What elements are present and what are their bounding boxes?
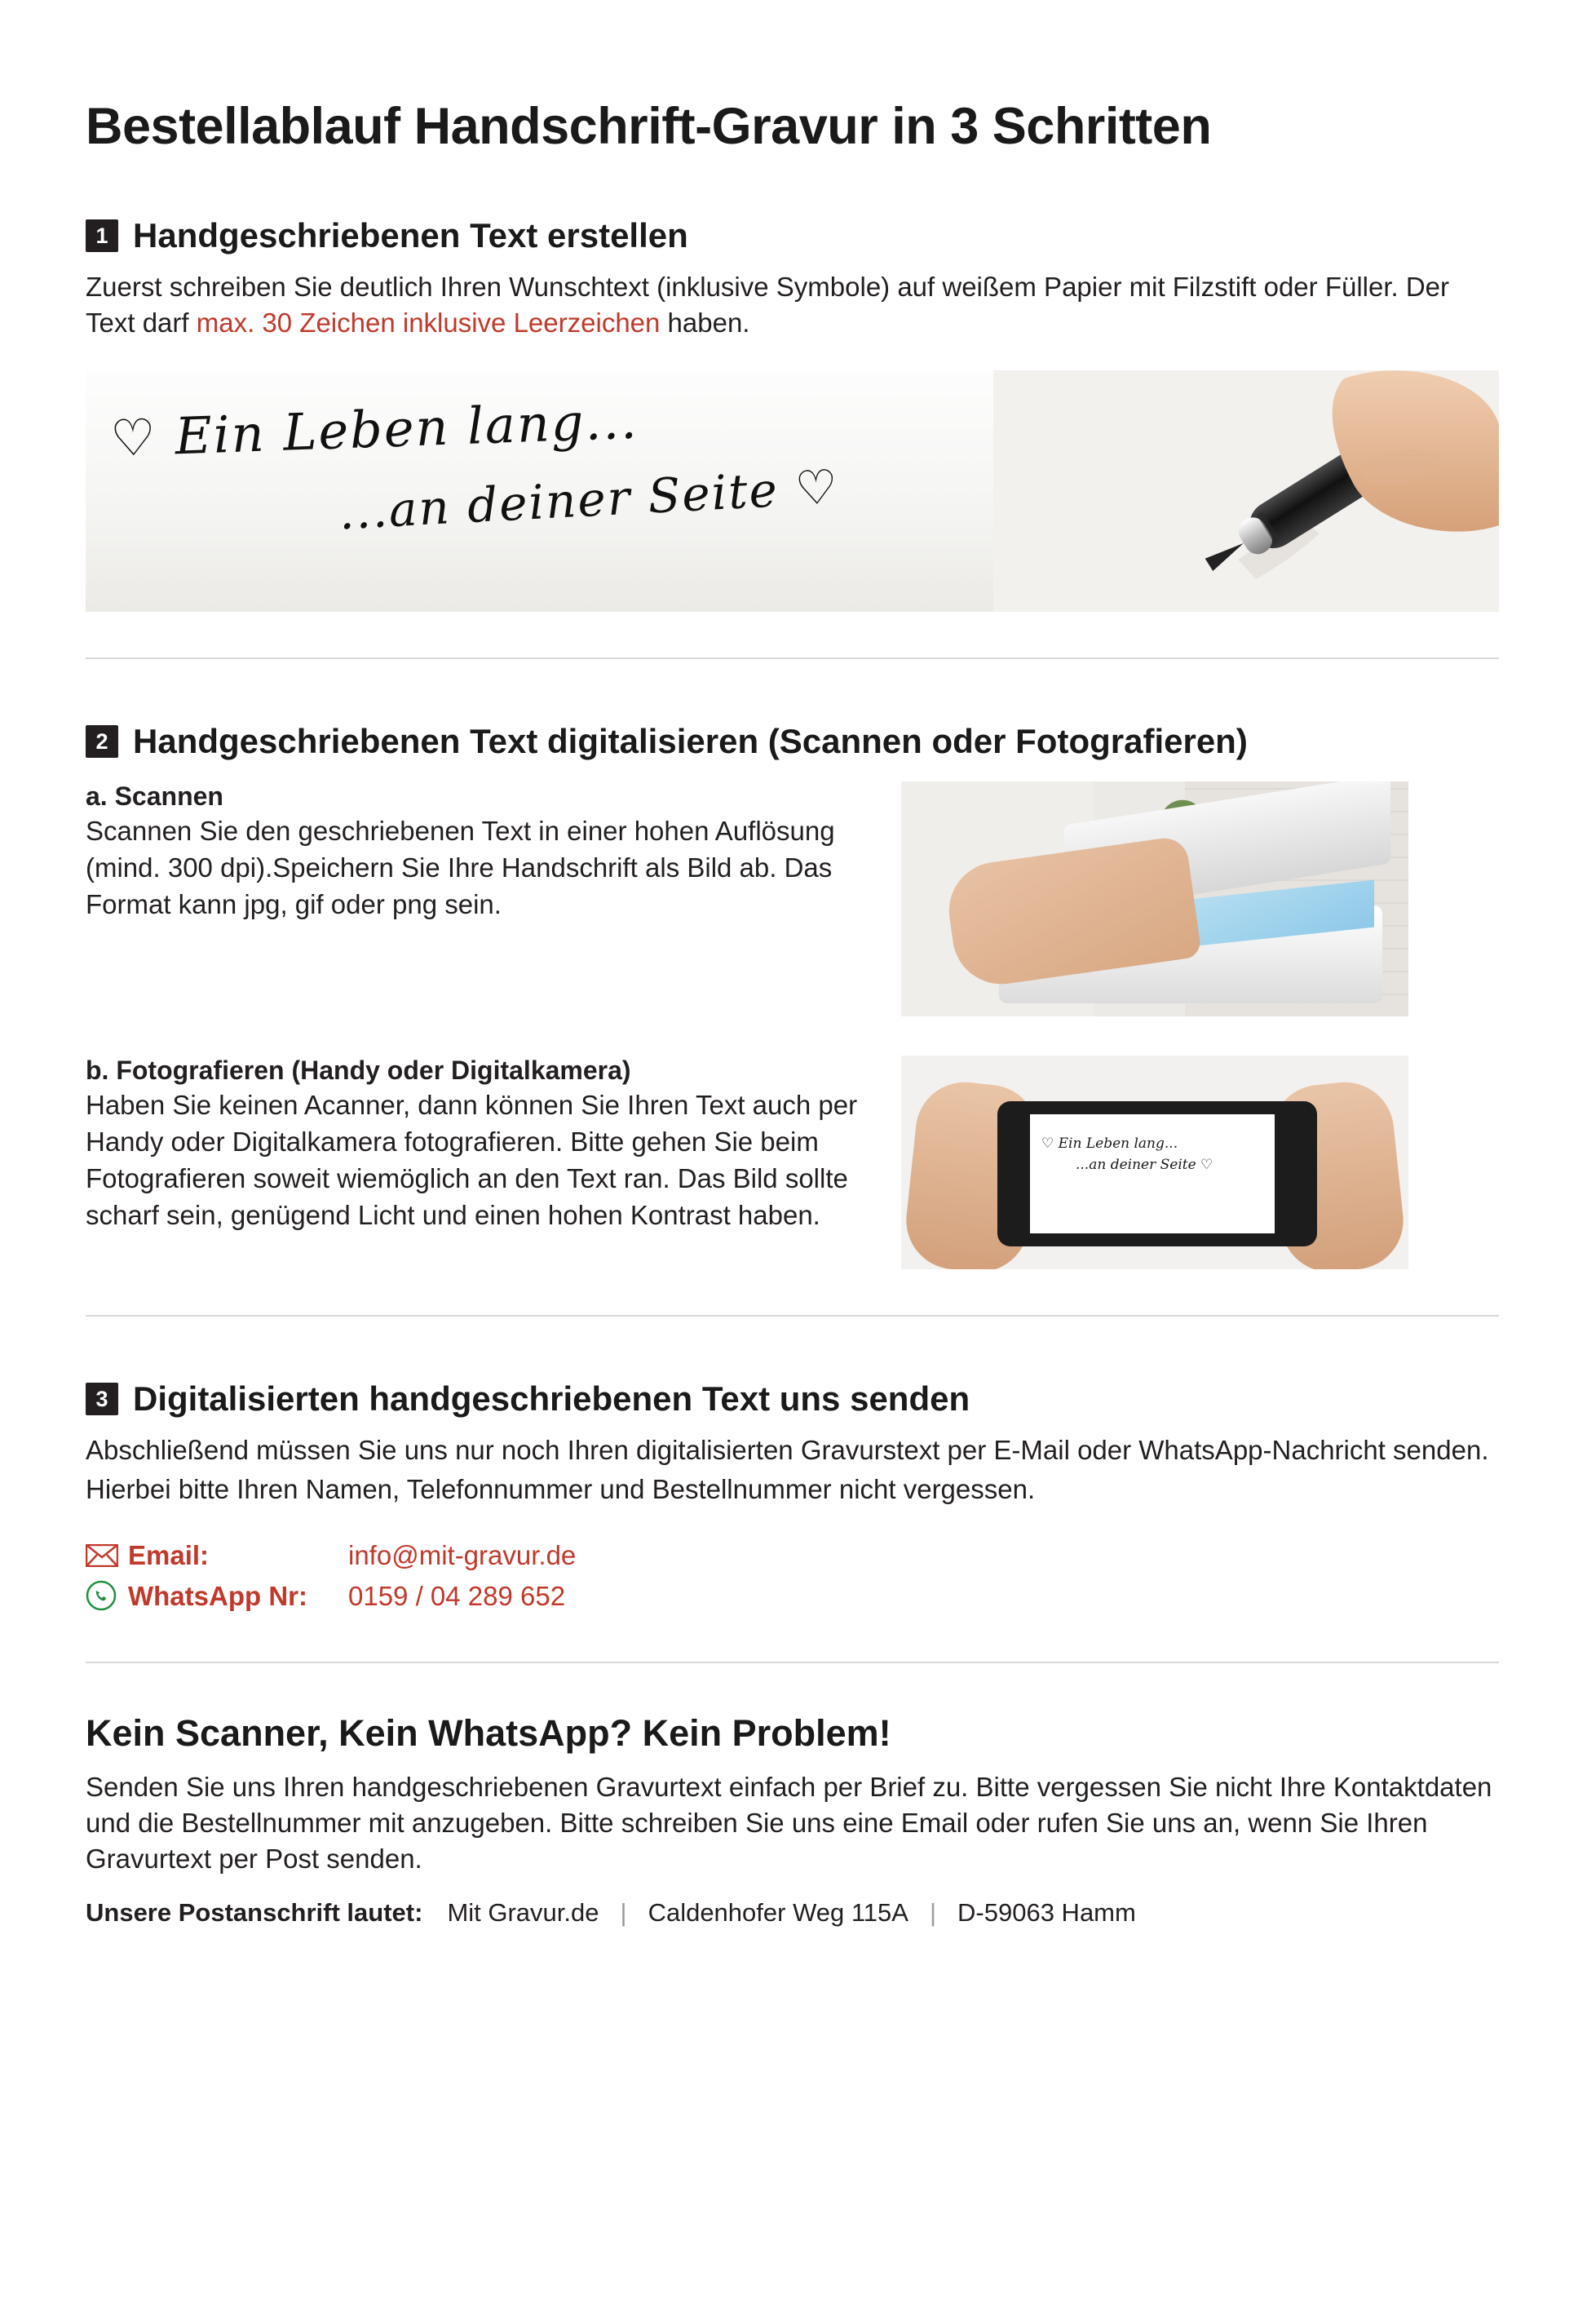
step-2a-heading: a. Scannen — [86, 781, 223, 812]
address-company: Mit Gravur.de — [447, 1897, 599, 1927]
divider-1 — [86, 657, 1499, 659]
step-3-number: 3 — [86, 1383, 118, 1415]
step-1-highlight: max. 30 Zeichen inklusive Leerzeichen — [196, 308, 661, 339]
address-label: Unsere Postanschrift lautet: — [86, 1897, 423, 1927]
postal-address-row — [86, 1898, 1501, 1928]
step-2b-text-column — [86, 1056, 869, 1234]
pen-and-hand-illustration — [993, 370, 1499, 612]
step-3-heading — [86, 1380, 1501, 1418]
whatsapp-icon — [86, 1580, 128, 1611]
address-separator-2: | — [929, 1897, 937, 1927]
step-3-title: Digitalisierten handgeschriebenen Text uns senden — [133, 1379, 970, 1419]
email-value[interactable]: info@mit-gravur.de — [348, 1540, 577, 1571]
smartphone-screen-handwriting — [1041, 1134, 1270, 1175]
step-2a-paragraph: Scannen Sie den geschriebenen Text in einer hohen Auflösung (mind. 300 dpi).Speichern Sie Ihre Handschrift als Bild ab. Das Format kann jpg, gif oder png sein. — [86, 816, 835, 920]
contact-list — [86, 1535, 1501, 1616]
whatsapp-label: WhatsApp Nr: — [128, 1580, 307, 1611]
step-2-title: Handgeschriebenen Text digitalisieren (Scannen oder Fotografieren) — [133, 722, 1248, 761]
step-1-text-after: haben. — [660, 308, 750, 339]
handwriting-pen-photo — [86, 370, 1499, 612]
step-2a-block — [86, 781, 1501, 1016]
contact-row-whatsapp[interactable] — [86, 1576, 1501, 1617]
bottom-heading: Kein Scanner, Kein WhatsApp? Kein Problem! — [86, 1712, 891, 1755]
page-title: Bestellablauf Handschrift-Gravur in 3 Schritten — [86, 98, 1212, 155]
address-city: D-59063 Hamm — [957, 1897, 1136, 1927]
whatsapp-value[interactable]: 0159 / 04 289 652 — [348, 1580, 566, 1611]
step-3-paragraph-2: Hierbei bitte Ihren Namen, Telefonnummer und Bestellnummer nicht vergessen. — [86, 1474, 1036, 1505]
step-1-title: Handgeschriebenen Text erstellen — [133, 216, 688, 255]
step-2a-text-column — [86, 781, 869, 923]
step-2b-paragraph: Haben Sie keinen Acanner, dann können Sie Ihren Text auch per Handy oder Digitalkamera fotografieren. Bitte gehen Sie beim Fotografieren soweit wiemöglich an den Text ran. Das Bild sollte scharf sein, genügend Licht und einen hohen Kontrast haben. — [86, 1090, 858, 1230]
step-1-paragraph — [86, 269, 1496, 341]
step-3-paragraph-1: Abschließend müssen Sie uns nur noch Ihren digitalisierten Gravurstext per E-Mail oder WhatsApp-Nachricht senden. — [86, 1435, 1489, 1466]
handwriting-line-2: ...an deiner Seite ♡ — [337, 458, 841, 541]
handwriting-line-1: ♡ Ein Leben lang... — [109, 390, 639, 469]
address-separator-1: | — [620, 1897, 627, 1927]
divider-3 — [86, 1662, 1499, 1663]
step-2-heading — [86, 723, 1501, 760]
step-2b-block — [86, 1056, 1501, 1269]
email-label: Email: — [128, 1540, 210, 1571]
step-1-number: 1 — [86, 219, 118, 252]
step-1-text-before: Zuerst schreiben Sie deutlich Ihren Wunschtext (inklusive Symbole) auf weißem Papier mit Filzstift oder Füller. Der Text darf — [86, 272, 1450, 339]
step-2-number: 2 — [86, 725, 118, 758]
handwriting-sample — [109, 390, 1007, 541]
step-1-heading — [86, 217, 1501, 255]
envelope-icon — [86, 1544, 128, 1567]
divider-2 — [86, 1315, 1499, 1317]
smartphone-photo — [901, 1056, 1408, 1269]
address-street: Caldenhofer Weg 115A — [648, 1897, 908, 1927]
scanner-photo — [901, 781, 1408, 1016]
phone-handwriting-line-1: ♡ Ein Leben lang... — [1041, 1135, 1178, 1153]
step-2b-heading: b. Fotografieren (Handy oder Digitalkamera) — [86, 1056, 631, 1086]
contact-row-email[interactable] — [86, 1535, 1501, 1576]
bottom-paragraph: Senden Sie uns Ihren handgeschriebenen Gravurtext einfach per Brief zu. Bitte vergessen Sie nicht Ihre Kontaktdaten und die Bestellnummer mit anzugeben. Bitte schreiben Sie uns eine Email oder rufen Sie uns an, wenn Sie Ihren Gravurtext per Post senden. — [86, 1772, 1492, 1874]
phone-handwriting-line-2: ...an deiner Seite ♡ — [1076, 1156, 1213, 1173]
